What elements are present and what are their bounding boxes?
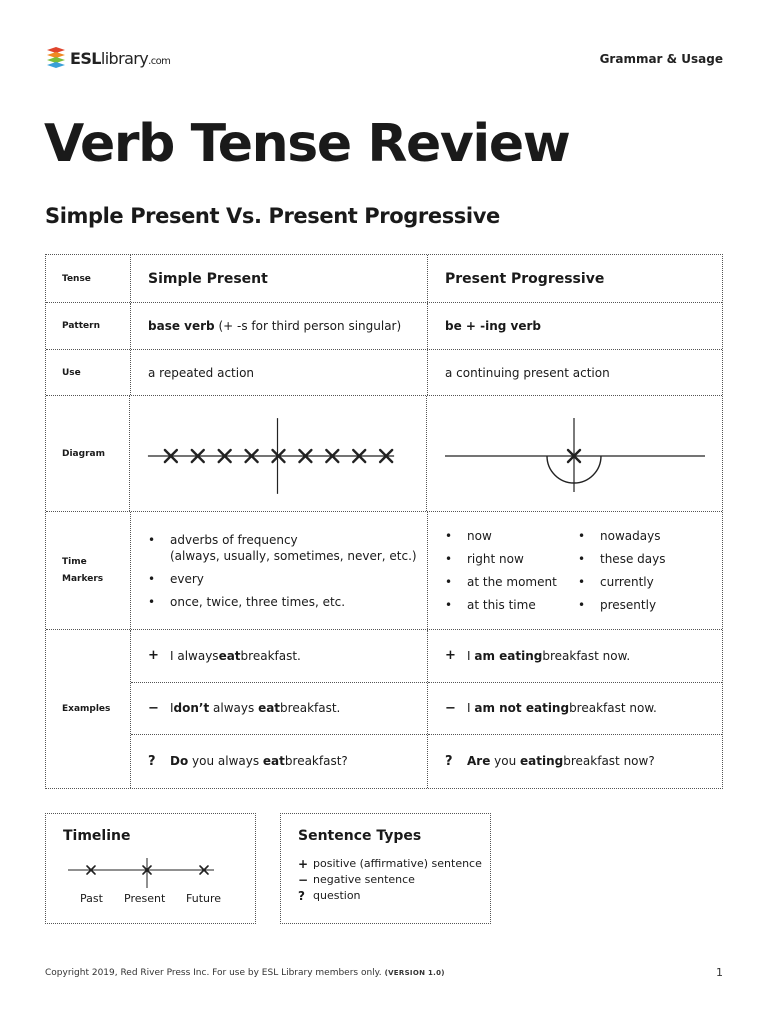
row-label: Time Markers <box>46 512 131 629</box>
repeated-action-diagram <box>130 396 426 512</box>
time-markers-present-progressive <box>428 512 722 629</box>
use-simple-present: a repeated action <box>131 350 428 395</box>
copyright-footer: Copyright 2019, Red River Press Inc. For use by ESL Library members only. (VERSION 1.0) <box>45 968 445 978</box>
plus-icon: + <box>445 648 456 664</box>
page-title: Verb Tense Review <box>44 114 570 174</box>
table-row-pattern <box>46 303 722 350</box>
list-item: • adverbs of frequency (always, usually, sometimes, never, etc.) <box>148 532 417 564</box>
logo-text: ESLlibrary.com <box>70 48 171 68</box>
table-row-diagram <box>46 396 722 512</box>
col-header-simple-present: Simple Present <box>131 255 428 302</box>
book-stack-icon <box>45 46 67 70</box>
plus-icon: + <box>298 857 309 871</box>
example-negative: − I don’t always eat breakfast. <box>131 683 427 736</box>
use-present-progressive: a continuing present action <box>445 365 610 380</box>
section-label: Grammar & Usage <box>599 52 723 66</box>
list-item: • at this time <box>445 597 578 613</box>
table-row-use <box>46 350 722 396</box>
example-question: ? Are you eating breakfast now? <box>445 753 655 769</box>
timeline-label-past: Past <box>80 892 103 905</box>
pattern-simple-present: base verb (+ -s for third person singular) <box>131 303 428 349</box>
example-question: ? Do you always eat breakfast? <box>148 753 348 769</box>
row-label: Use <box>46 350 131 395</box>
list-item: • now <box>445 528 578 544</box>
timeline-diagram <box>64 858 244 888</box>
minus-icon: − <box>148 700 159 716</box>
minus-icon: − <box>445 700 456 716</box>
question-icon: ? <box>445 753 453 769</box>
row-label: Diagram <box>46 396 130 511</box>
row-label: Examples <box>46 630 131 788</box>
sentence-types-title: Sentence Types <box>298 828 422 844</box>
question-icon: ? <box>148 753 156 769</box>
list-item: • currently <box>578 574 708 590</box>
table-row-time-markers <box>46 512 722 630</box>
question-icon: ? <box>298 889 305 903</box>
plus-icon: + <box>148 648 159 664</box>
row-label: Pattern <box>46 303 131 349</box>
sentence-types-box <box>280 813 491 924</box>
examples-present-progressive <box>428 630 722 788</box>
list-item: • nowadays <box>578 528 708 544</box>
tense-table <box>45 254 723 789</box>
diagram-simple-present <box>130 396 427 511</box>
table-row-tense <box>46 255 722 303</box>
list-item: • right now <box>445 551 578 567</box>
time-markers-simple-present <box>131 512 428 629</box>
example-positive: + I am eating breakfast now. <box>428 630 722 683</box>
timeline-box <box>45 813 256 924</box>
diagram-present-progressive <box>427 396 722 511</box>
row-label: Tense <box>46 255 131 302</box>
timeline-label-present: Present <box>124 892 166 905</box>
list-item: • at the moment <box>445 574 578 590</box>
examples-simple-present <box>131 630 428 788</box>
timeline-label-future: Future <box>186 892 222 905</box>
page-subtitle: Simple Present Vs. Present Progressive <box>45 204 500 228</box>
pattern-present-progressive: be + -ing verb <box>445 319 542 333</box>
example-positive: + I always eat breakfast. <box>131 630 427 683</box>
col-header-present-progressive: Present Progressive <box>445 270 605 287</box>
list-item: + positive (affirmative) sentence <box>298 857 482 871</box>
list-item: • every <box>148 571 417 587</box>
esl-library-logo <box>45 45 170 71</box>
list-item: • presently <box>578 597 708 613</box>
example-negative: − I am not eating breakfast now. <box>428 683 722 736</box>
continuing-action-diagram <box>427 396 722 512</box>
list-item: − negative sentence <box>298 873 415 887</box>
timeline-title: Timeline <box>63 828 131 844</box>
list-item: • once, twice, three times, etc. <box>148 594 417 610</box>
list-item: ? question <box>298 889 361 903</box>
page-number: 1 <box>716 966 723 979</box>
minus-icon: − <box>298 873 309 887</box>
list-item: • these days <box>578 551 708 567</box>
table-row-examples <box>46 630 722 788</box>
